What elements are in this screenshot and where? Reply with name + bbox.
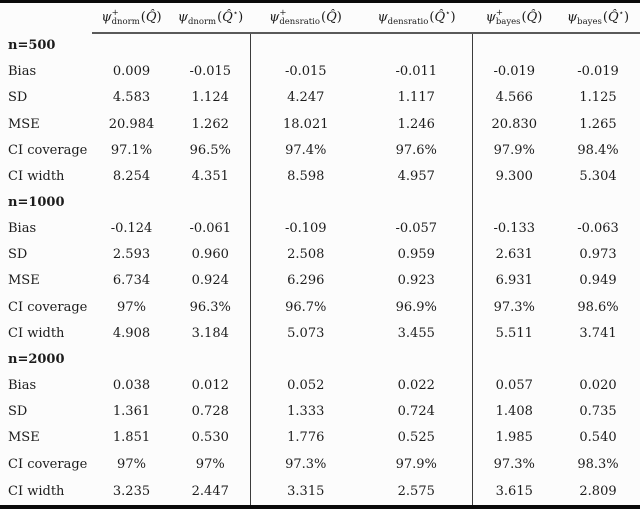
q-hat-symbol: Q̂ <box>607 10 619 25</box>
row-label: CI width <box>8 325 65 341</box>
script-stack <box>279 9 320 27</box>
column-header-dnorm-star <box>171 2 250 33</box>
data-cell: 8.254 <box>112 168 151 184</box>
row-label: SD <box>8 247 28 263</box>
math-label <box>485 7 543 27</box>
data-cell: 3.315 <box>250 477 361 507</box>
data-cell: 98.6% <box>577 299 619 315</box>
data-cell: 97% <box>117 456 146 472</box>
row-label: CI width <box>8 483 65 499</box>
q-hat-symbol: Q̂ <box>222 10 233 25</box>
data-cell: 2.447 <box>191 483 229 499</box>
data-cell: -0.015 <box>250 59 361 85</box>
data-cell: 98.4% <box>577 142 619 158</box>
superscript: + <box>495 7 503 18</box>
data-cell: -0.109 <box>250 216 361 242</box>
data-cell: 2.575 <box>397 483 435 499</box>
table-row <box>0 268 640 294</box>
data-cell: 97.6% <box>395 142 437 158</box>
data-cell: 97.3% <box>472 294 556 320</box>
data-cell: 5.511 <box>472 320 556 346</box>
data-cell: 96.3% <box>189 299 231 315</box>
table-row <box>0 85 640 111</box>
data-cell: 0.022 <box>397 378 435 394</box>
section-label: n=2000 <box>8 351 65 367</box>
section-row <box>0 189 640 215</box>
math-label <box>567 10 629 25</box>
data-cell: 97.3% <box>250 451 361 477</box>
section-row <box>0 33 640 59</box>
data-cell: 98.3% <box>577 456 619 472</box>
data-cell: 1.262 <box>191 116 229 132</box>
paren-close: ) <box>537 10 543 25</box>
data-cell: 0.735 <box>579 404 617 420</box>
data-cell: 1.125 <box>579 90 617 106</box>
data-cell: 2.631 <box>472 242 556 268</box>
data-cell: -0.057 <box>395 221 438 237</box>
data-cell: 6.296 <box>250 268 361 294</box>
empty-cell <box>556 189 640 215</box>
data-cell: -0.019 <box>472 59 556 85</box>
script-stack <box>496 9 521 27</box>
data-cell: 1.246 <box>397 116 435 132</box>
paren-open: ( <box>140 10 146 25</box>
psi-symbol: ψ <box>101 10 112 25</box>
data-cell: 4.566 <box>472 85 556 111</box>
paren-close: ) <box>623 10 630 25</box>
table-row <box>0 320 640 346</box>
subscript: dnorm <box>111 16 140 27</box>
data-cell: 3.741 <box>579 325 617 341</box>
data-cell: 0.973 <box>579 247 617 263</box>
data-cell: -0.011 <box>395 64 438 80</box>
data-cell: 96.9% <box>395 299 437 315</box>
data-cell: 0.949 <box>579 273 617 289</box>
paren-open: ( <box>602 10 608 25</box>
row-label: CI width <box>8 168 65 184</box>
data-cell: 20.984 <box>108 116 155 132</box>
data-cell: 0.020 <box>579 378 617 394</box>
row-label: CI coverage <box>8 142 88 158</box>
data-cell: 3.184 <box>191 325 229 341</box>
q-hat-symbol: Q̂ <box>145 10 157 25</box>
data-cell: 2.809 <box>579 483 617 499</box>
math-label <box>377 10 455 25</box>
data-cell: 0.728 <box>191 404 229 420</box>
row-label: SD <box>8 404 28 420</box>
empty-cell <box>472 346 556 372</box>
table-row <box>0 216 640 242</box>
data-cell: 0.052 <box>250 373 361 399</box>
data-cell: 2.508 <box>250 242 361 268</box>
data-cell: -0.015 <box>189 64 232 80</box>
data-cell: 6.734 <box>112 273 151 289</box>
data-cell: 97.1% <box>110 142 153 158</box>
data-cell: 3.455 <box>397 325 435 341</box>
empty-cell <box>250 346 361 372</box>
stub-header <box>0 2 92 33</box>
data-cell: -0.133 <box>472 216 556 242</box>
data-cell: 20.830 <box>472 111 556 137</box>
data-cell: 0.525 <box>397 430 435 446</box>
column-header-dnorm-plus <box>92 2 171 33</box>
column-header-bayes-star <box>556 2 640 33</box>
data-cell: 5.304 <box>579 168 617 184</box>
data-cell: -0.124 <box>110 221 153 237</box>
psi-symbol: ψ <box>269 10 280 25</box>
paren-close: ) <box>450 10 456 25</box>
section-label: n=500 <box>8 38 56 54</box>
data-cell: 0.924 <box>191 273 229 289</box>
table-row <box>0 373 640 399</box>
data-cell: 6.931 <box>472 268 556 294</box>
table-row <box>0 451 640 477</box>
data-cell: 1.117 <box>397 90 435 106</box>
paren-open: ( <box>217 10 223 25</box>
empty-cell <box>472 189 556 215</box>
q-hat-symbol: Q̂ <box>526 10 538 25</box>
table-row <box>0 399 640 425</box>
data-cell: 96.5% <box>189 142 231 158</box>
table-row <box>0 242 640 268</box>
empty-cell <box>171 33 250 59</box>
star-superscript: ⋆ <box>618 8 624 19</box>
column-header-densratio-plus <box>250 2 361 33</box>
data-cell: 1.776 <box>250 425 361 451</box>
script-stack <box>577 9 602 27</box>
data-cell: 97.4% <box>250 137 361 163</box>
data-cell: 3.615 <box>472 477 556 507</box>
data-cell: 3.235 <box>112 483 151 499</box>
empty-cell <box>92 189 171 215</box>
data-cell: 97% <box>117 299 146 315</box>
data-cell: 0.012 <box>191 378 229 394</box>
subscript: bayes <box>495 16 521 27</box>
data-cell: -0.063 <box>577 221 619 237</box>
star-superscript: ⋆ <box>445 8 451 19</box>
data-cell: 1.333 <box>250 399 361 425</box>
data-cell: 0.724 <box>397 404 435 420</box>
empty-cell <box>250 33 361 59</box>
math-label <box>101 7 162 27</box>
header-row <box>0 2 640 33</box>
math-label <box>178 10 244 25</box>
data-cell: 8.598 <box>250 163 361 189</box>
data-cell: 0.009 <box>112 64 151 80</box>
empty-cell <box>361 346 472 372</box>
data-cell: 4.247 <box>250 85 361 111</box>
script-stack <box>388 9 429 27</box>
data-cell: 0.923 <box>397 273 435 289</box>
paren-open: ( <box>521 10 527 25</box>
empty-cell <box>92 346 171 372</box>
data-cell: 0.960 <box>191 247 229 263</box>
empty-cell <box>361 33 472 59</box>
empty-cell <box>250 189 361 215</box>
data-cell: 1.851 <box>112 430 151 446</box>
psi-symbol: ψ <box>177 10 188 25</box>
column-header-densratio-star <box>361 2 472 33</box>
empty-cell <box>92 33 171 59</box>
data-cell: 4.908 <box>112 325 151 341</box>
data-cell: 97.9% <box>472 137 556 163</box>
superscript: + <box>279 7 287 18</box>
empty-cell <box>171 346 250 372</box>
data-cell: 4.583 <box>112 90 151 106</box>
column-header-bayes-plus <box>472 2 556 33</box>
empty-cell <box>556 33 640 59</box>
psi-symbol: ψ <box>377 10 388 25</box>
empty-cell <box>171 189 250 215</box>
row-label: Bias <box>8 64 37 80</box>
subscript: densratio <box>387 16 429 27</box>
script-stack <box>188 9 216 27</box>
data-cell: 4.351 <box>191 168 229 184</box>
row-label: CI coverage <box>8 456 88 472</box>
empty-cell <box>361 189 472 215</box>
q-hat-symbol: Q̂ <box>326 10 337 25</box>
row-label: Bias <box>8 378 37 394</box>
empty-cell <box>556 346 640 372</box>
table-row <box>0 59 640 85</box>
table-row <box>0 294 640 320</box>
subscript: bayes <box>577 16 602 27</box>
row-label: Bias <box>8 221 37 237</box>
data-cell: 0.057 <box>472 373 556 399</box>
data-cell: 0.038 <box>112 378 151 394</box>
superscript: + <box>111 7 119 18</box>
table-row <box>0 425 640 451</box>
paren-close: ) <box>238 10 244 25</box>
subscript: dnorm <box>187 16 217 27</box>
data-cell: 1.408 <box>472 399 556 425</box>
data-cell: 97.9% <box>395 456 437 472</box>
data-cell: 1.124 <box>191 90 229 106</box>
table-row <box>0 163 640 189</box>
table-row <box>0 137 640 163</box>
data-cell: 18.021 <box>250 111 361 137</box>
data-cell: 2.593 <box>112 247 151 263</box>
data-cell: 1.265 <box>579 116 617 132</box>
data-cell: 0.959 <box>397 247 435 263</box>
empty-cell <box>472 33 556 59</box>
paren-close: ) <box>156 10 162 25</box>
data-cell: -0.019 <box>577 64 619 80</box>
data-cell: 97.3% <box>472 451 556 477</box>
row-label: MSE <box>8 430 40 446</box>
data-cell: 1.361 <box>112 404 151 420</box>
data-cell: -0.061 <box>189 221 232 237</box>
paren-open: ( <box>429 10 435 25</box>
table-row <box>0 111 640 137</box>
paren-close: ) <box>336 10 342 25</box>
script-stack <box>112 9 140 27</box>
data-cell: 0.540 <box>579 430 617 446</box>
section-row <box>0 346 640 372</box>
row-label: MSE <box>8 273 40 289</box>
paren-open: ( <box>321 10 327 25</box>
q-hat-symbol: Q̂ <box>434 10 446 25</box>
data-cell: 0.530 <box>191 430 229 446</box>
data-cell: 1.985 <box>472 425 556 451</box>
data-cell: 4.957 <box>397 168 435 184</box>
table-row <box>0 477 640 507</box>
row-label: MSE <box>8 116 40 132</box>
psi-symbol: ψ <box>566 10 578 25</box>
math-label <box>269 7 342 27</box>
row-label: SD <box>8 90 28 106</box>
data-cell: 96.7% <box>250 294 361 320</box>
data-cell: 5.073 <box>250 320 361 346</box>
star-superscript: ⋆ <box>232 8 239 19</box>
data-cell: 97% <box>195 456 225 472</box>
section-label: n=1000 <box>8 195 65 211</box>
subscript: densratio <box>279 16 321 27</box>
row-label: CI coverage <box>8 299 88 315</box>
psi-symbol: ψ <box>485 10 496 25</box>
data-cell: 9.300 <box>472 163 556 189</box>
